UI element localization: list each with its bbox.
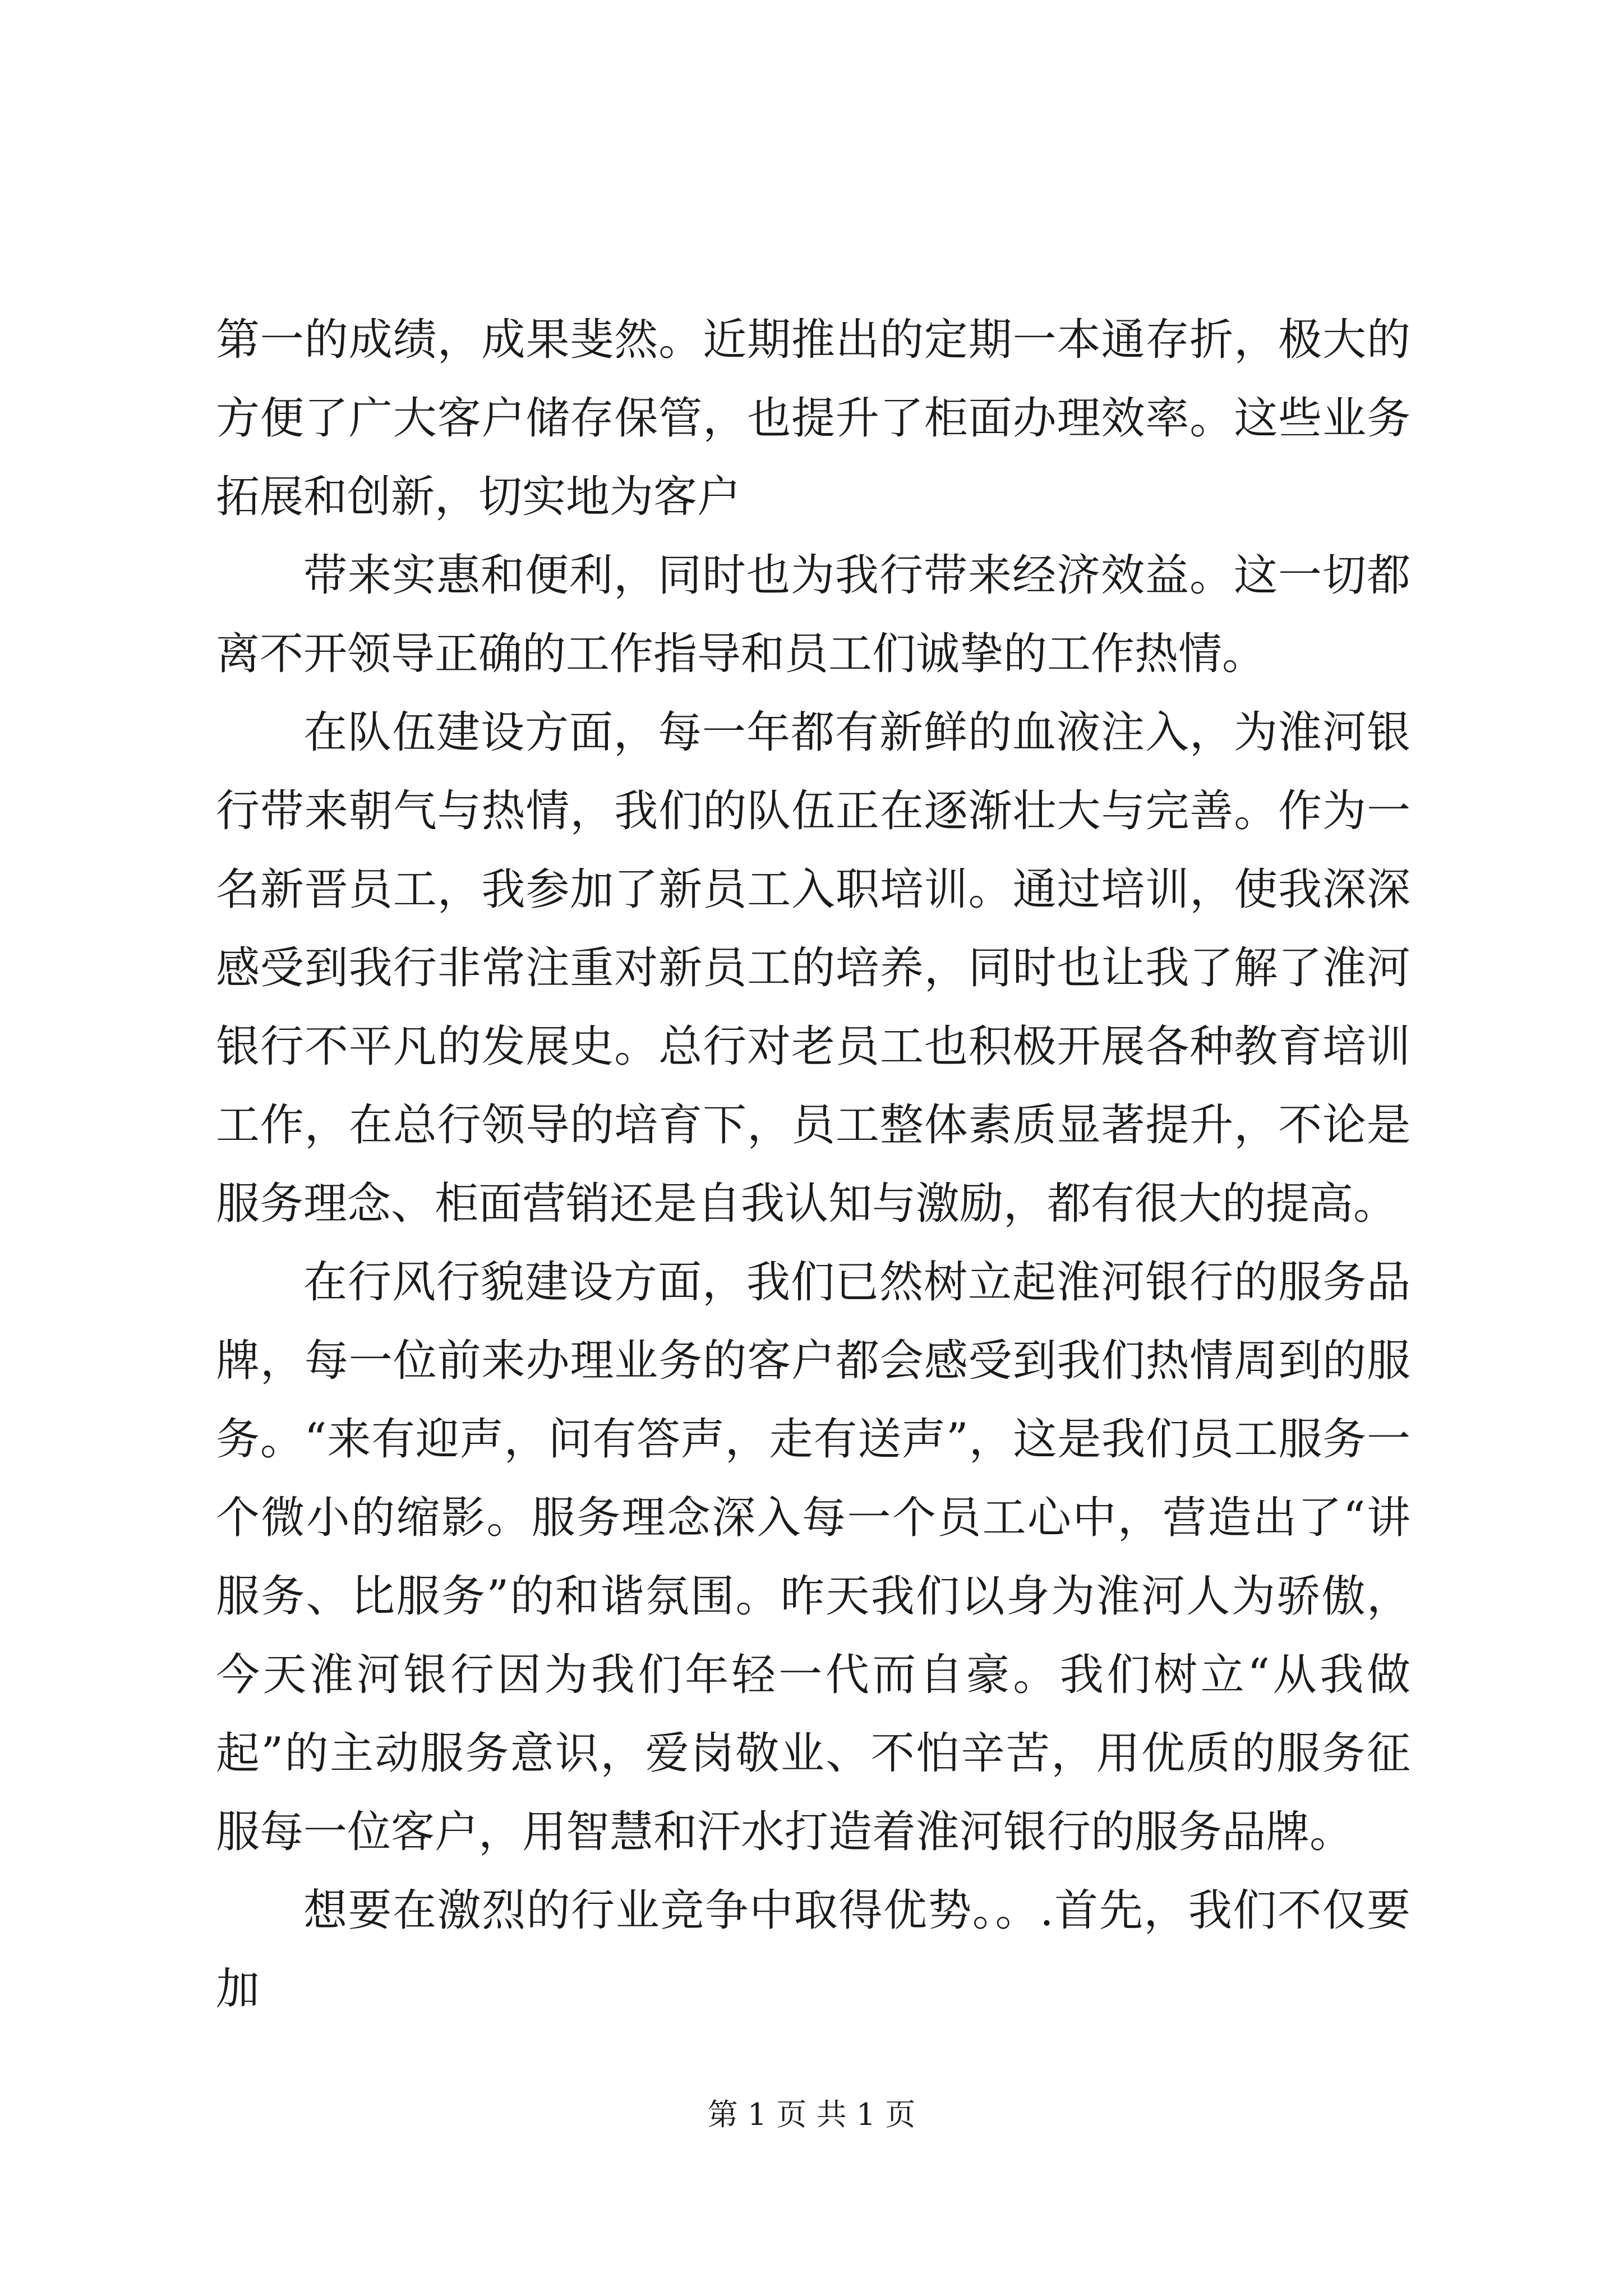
paragraph-3: 在队伍建设方面，每一年都有新鲜的血液注入，为淮河银行带来朝气与热情，我们的队伍正在逐渐壮大与完善。作为一名新晋员工，我参加了新员工入职培训。通过培训，使我深深感受到我行非常注重对新员工的培养，同时也让我了解了淮河银行不平凡的发展史。总行对老员工也积极开展各种教育培训工作，在总行领导的培育下，员工整体素质显著提升，不论是服务理念、柜面营销还是自我认知与激励，都有很大的提高。 [216,707,1410,1229]
paragraph-2: 带来实惠和便利，同时也为我行带来经济效益。这一切都离不开领导正确的工作指导和员工们诚挚的工作热情。 [216,550,1410,679]
paragraph-1: 第一的成绩，成果斐然。近期推出的定期一本通存折，极大的方便了广大客户储存保管，也提升了柜面办理效率。这些业务拓展和创新，切实地为客户 [216,315,1410,522]
document-body [216,301,1410,2028]
paragraph-4: 在行风行貌建设方面，我们已然树立起淮河银行的服务品牌，每一位前来办理业务的客户都会感受到我们热情周到的服务。“来有迎声，问有答声，走有送声”，这是我们员工服务一个微小的缩影。服务理念深入每一个员工心中，营造出了“讲服务、比服务”的和谐氛围。昨天我们以身为淮河人为骄傲，今天淮河银行因为我们年轻一代而自豪。我们树立“从我做起”的主动服务意识，爱岗敬业、不怕辛苦，用优质的服务征服每一位客户，用智慧和汗水打造着淮河银行的服务品牌。 [216,1257,1410,1857]
page-footer: 第 1 页 共 1 页 [707,2097,916,2132]
paragraph-5: 想要在激烈的行业竞争中取得优势。。.首先，我们不仅要加 [216,1885,1410,2014]
